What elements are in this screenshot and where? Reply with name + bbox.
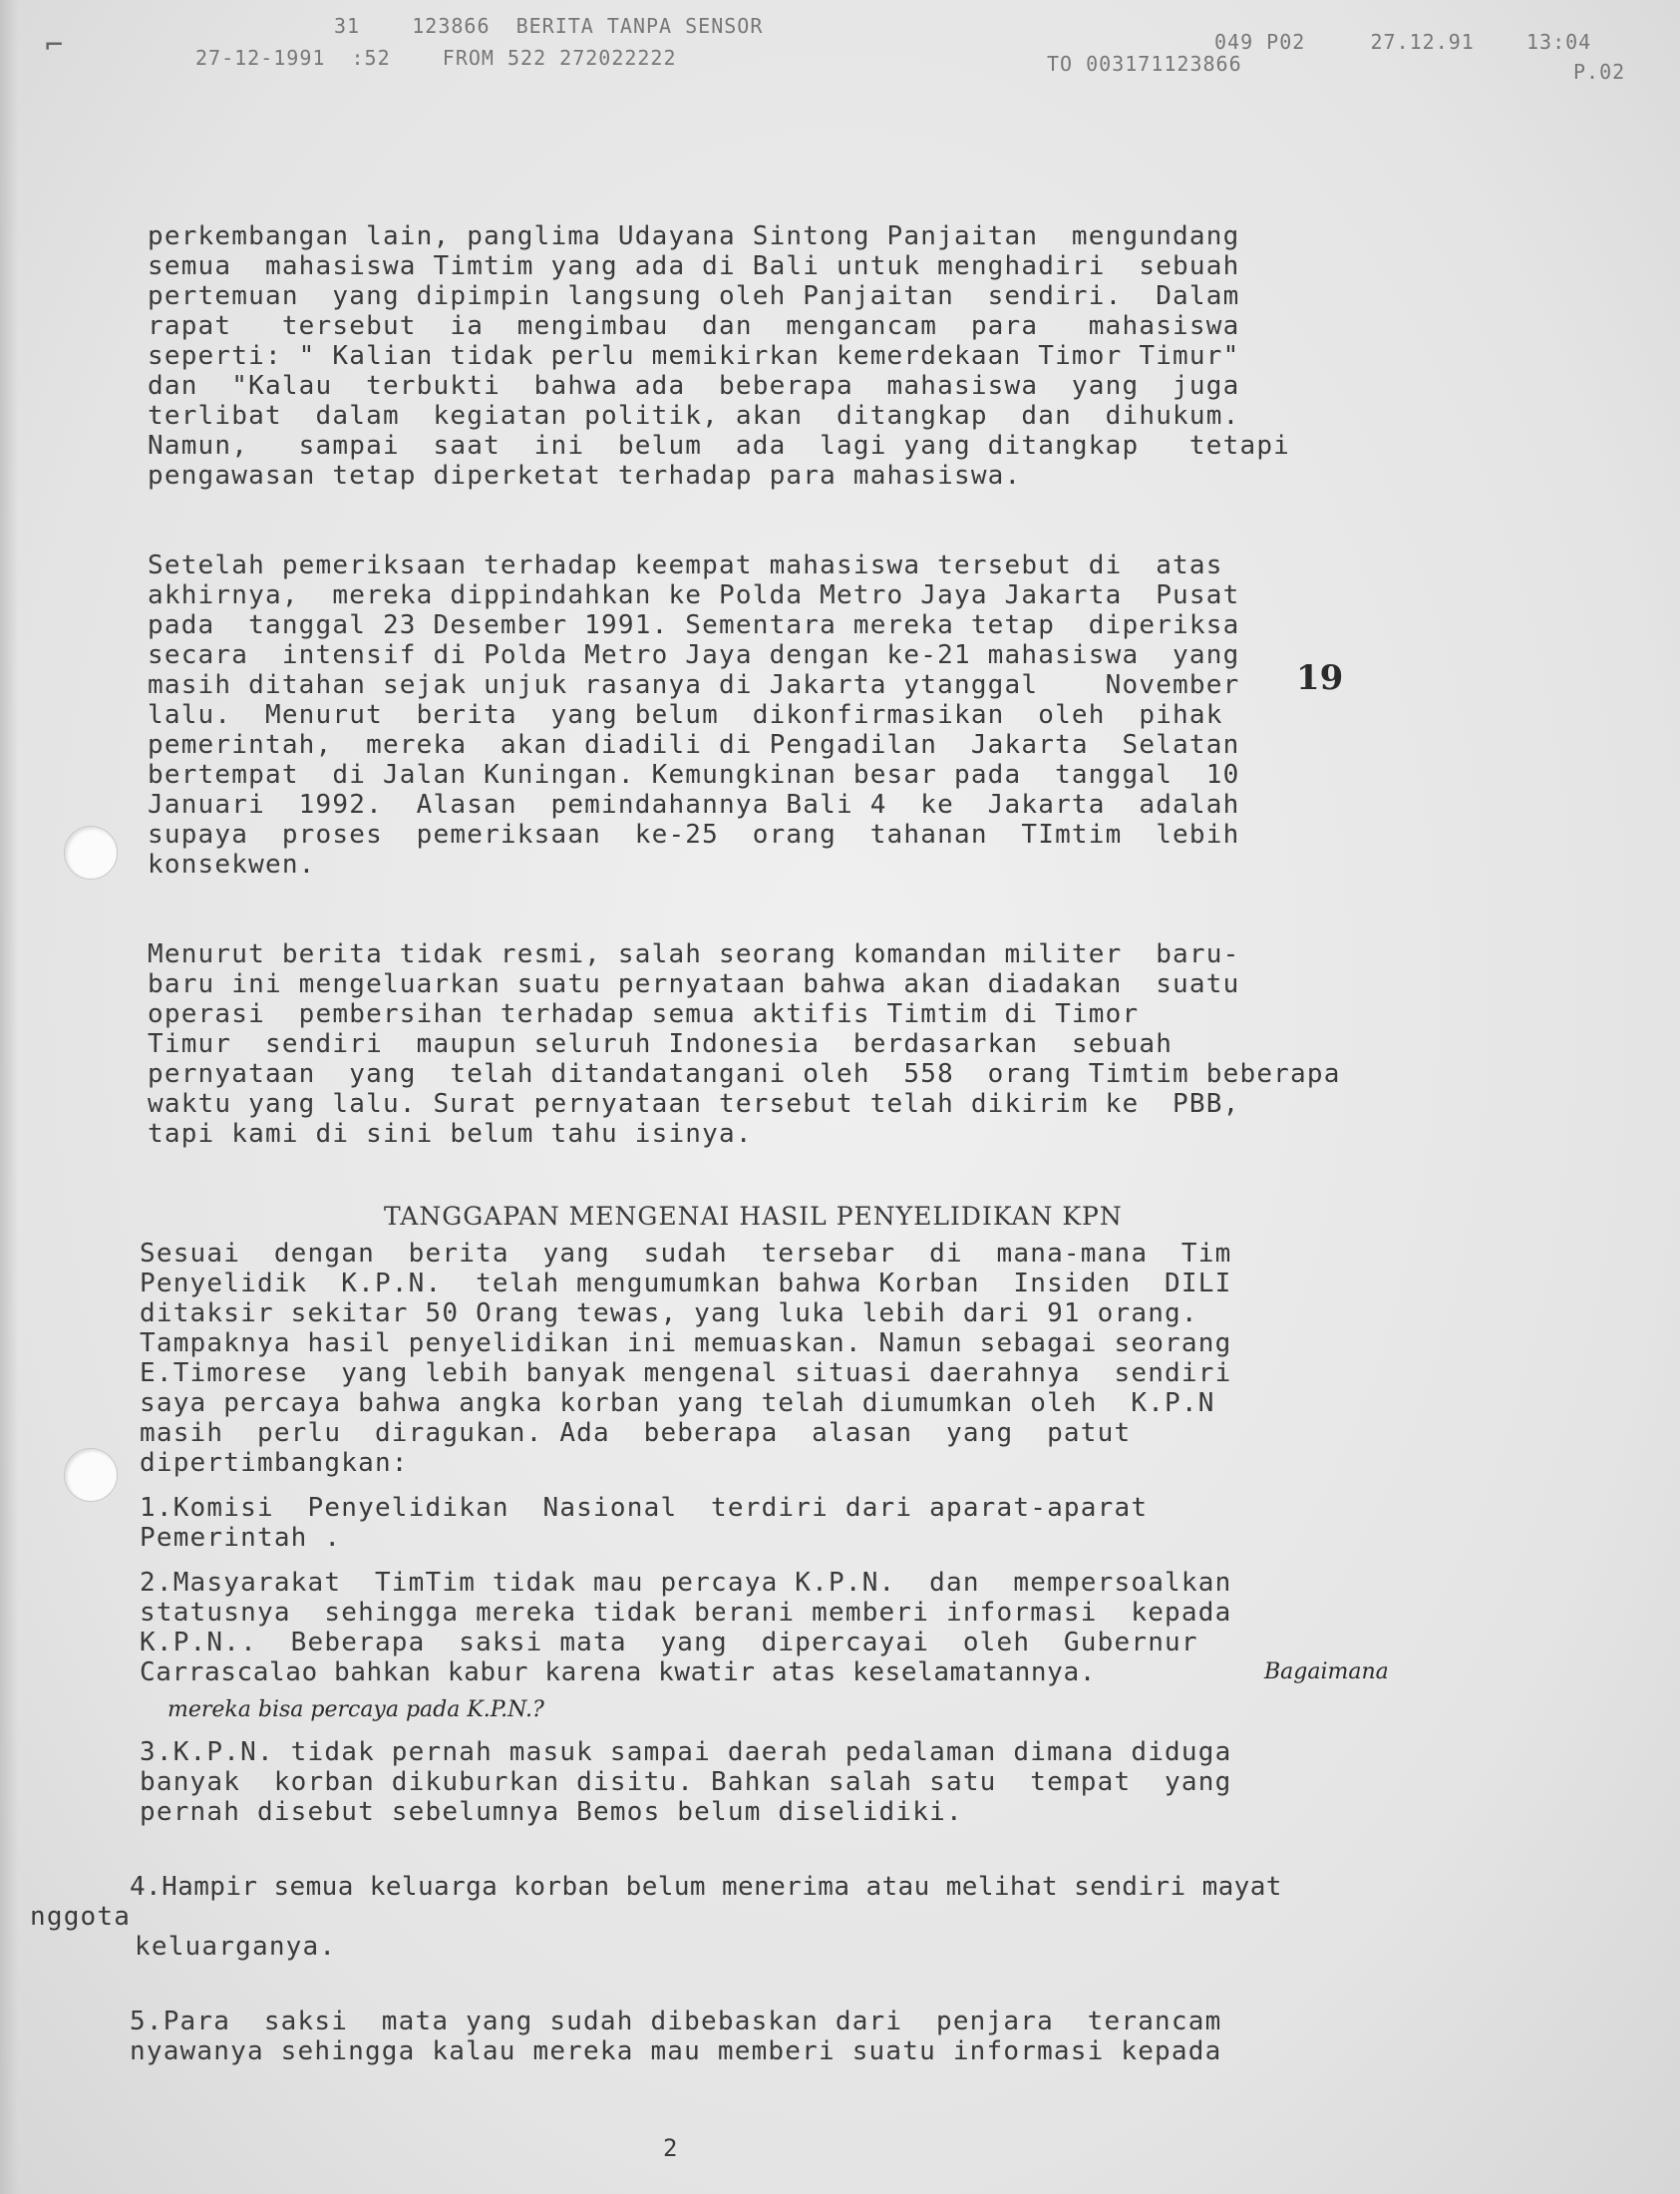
body-line: waktu yang lalu. Surat pernyataan tersebut telah dikirim ke PBB, (148, 1089, 1240, 1119)
body-line: tapi kami di sini belum tahu isinya. (148, 1119, 753, 1149)
section-line: 3.K.P.N. tidak pernah masuk sampai daerah pedalaman dimana diduga (140, 1737, 1232, 1767)
body-line: terlibat dalam kegiatan politik, akan ditangkap dan dihukum. (148, 401, 1240, 431)
section-line: Penyelidik K.P.N. telah mengumumkan bahwa Korban Insiden DILI (140, 1269, 1232, 1298)
section-line: Tampaknya hasil penyelidikan ini memuaskan. Namun sebagai seorang (140, 1328, 1232, 1358)
section-line: masih perlu diragukan. Ada beberapa alasan yang patut (140, 1418, 1132, 1448)
section-line: dipertimbangkan: (140, 1448, 409, 1478)
body-line: pernyataan yang telah ditandatangani oleh 558 orang Timtim beberapa (148, 1059, 1341, 1089)
punch-hole (64, 1448, 118, 1502)
section-line: saya percaya bahwa angka korban yang telah diumumkan oleh K.P.N (140, 1388, 1215, 1418)
body-line: lalu. Menurut berita yang belum dikonfirmasikan oleh pihak (148, 700, 1223, 730)
handwritten-note-1: Bagaimana (1264, 1659, 1389, 1684)
body-line: perkembangan lain, panglima Udayana Sintong Panjaitan mengundang (148, 221, 1240, 251)
body-line: Namun, sampai saat ini belum ada lagi yang ditangkap tetapi (148, 431, 1291, 461)
body-line: konsekwen. (148, 850, 316, 880)
body-line: rapat tersebut ia mengimbau dan mengancam para mahasiswa (148, 311, 1240, 341)
section-line: 4.Hampir semua keluarga korban belum menerima atau melihat sendiri mayat (130, 1872, 1282, 1902)
body-line: Januari 1992. Alasan pemindahannya Bali 4 ke Jakarta adalah (148, 790, 1240, 820)
page-number: 2 (663, 2134, 679, 2162)
section-line: Pemerintah . (140, 1523, 342, 1553)
body-line: pada tanggal 23 Desember 1991. Sementara mereka tetap diperiksa (148, 610, 1240, 640)
section-line: statusnya sehingga mereka tidak berani memberi informasi kepada (140, 1598, 1232, 1628)
body-line: pengawasan tetap diperketat terhadap para mahasiswa. (148, 461, 1022, 491)
punch-hole (64, 826, 118, 880)
section-line: 2.Masyarakat TimTim tidak mau percaya K.P.N. dan mempersoalkan (140, 1568, 1232, 1598)
section-line: ditaksir sekitar 50 Orang tewas, yang luka lebih dari 91 orang. (140, 1298, 1198, 1328)
fax-header-line2-left: 27-12-1991 :52 FROM 522 272022222 (195, 46, 677, 70)
body-line: Timur sendiri maupun seluruh Indonesia berdasarkan sebuah (148, 1029, 1174, 1059)
section-line: E.Timorese yang lebih banyak mengenal situasi daerahnya sendiri (140, 1358, 1232, 1388)
section-line: K.P.N.. Beberapa saksi mata yang dipercayai oleh Gubernur (140, 1628, 1198, 1657)
scan-edge-shadow (0, 0, 18, 2194)
body-line: seperti: " Kalian tidak perlu memikirkan kemerdekaan Timor Timur" (148, 341, 1240, 371)
body-line: pertemuan yang dipimpin langsung oleh Panjaitan sendiri. Dalam (148, 281, 1240, 311)
section-line: nyawanya sehingga kalau mereka mau memberi suatu informasi kepada (130, 2036, 1222, 2066)
handwritten-number: 19 (1296, 658, 1344, 698)
body-line: masih ditahan sejak unjuk rasanya di Jakarta ytanggal November (148, 670, 1240, 700)
body-line: dan "Kalau terbukti bahwa ada beberapa mahasiswa yang juga (148, 371, 1240, 401)
body-line: akhirnya, mereka dippindahkan ke Polda Metro Jaya Jakarta Pusat (148, 580, 1240, 610)
body-line: baru ini mengeluarkan suatu pernyataan bahwa akan diadakan suatu (148, 969, 1240, 999)
section-heading: TANGGAPAN MENGENAI HASIL PENYELIDIKAN KPN (384, 1202, 1123, 1231)
handwritten-note-2: mereka bisa percaya pada K.P.N.? (168, 1697, 544, 1722)
body-line: operasi pembersihan terhadap semua aktifis Timtim di Timor (148, 999, 1140, 1029)
body-line: supaya proses pemeriksaan ke-25 orang tahanan TImtim lebih (148, 820, 1240, 850)
body-line: Setelah pemeriksaan terhadap keempat mahasiswa tersebut di atas (148, 550, 1223, 580)
section-line: 5.Para saksi mata yang sudah dibebaskan dari penjara terancam (130, 2007, 1222, 2036)
section-line: pernah disebut sebelumnya Bemos belum diselidiki. (140, 1797, 963, 1827)
body-line: bertempat di Jalan Kuningan. Kemungkinan besar pada tanggal 10 (148, 760, 1240, 790)
body-line: pemerintah, mereka akan diadili di Pengadilan Jakarta Selatan (148, 730, 1240, 760)
section-line: 1.Komisi Penyelidikan Nasional terdiri dari aparat-aparat (140, 1493, 1149, 1523)
body-line: Menurut berita tidak resmi, salah seorang komandan militer baru- (148, 939, 1240, 969)
fax-header-line1-right: 049 P02 27.12.91 13:04 (1214, 30, 1592, 54)
section-line: Sesuai dengan berita yang sudah tersebar di mana-mana Tim (140, 1239, 1232, 1269)
body-line: semua mahasiswa Timtim yang ada di Bali untuk menghadiri sebuah (148, 251, 1240, 281)
fax-header-to: TO 003171123866 (1047, 52, 1242, 76)
section-line: keluarganya. (135, 1932, 337, 1962)
body-line: secara intensif di Polda Metro Jaya dengan ke-21 mahasiswa yang (148, 640, 1240, 670)
section-line: banyak korban dikuburkan disitu. Bahkan salah satu tempat yang (140, 1767, 1232, 1797)
fax-header-page: P.02 (1573, 60, 1626, 84)
corner-mark-icon: ⌐ (45, 28, 64, 63)
section-line: Carrascalao bahkan kabur karena kwatir atas keselamatannya. (140, 1657, 1096, 1687)
fax-header-line1-left: 31 123866 BERITA TANPA SENSOR (334, 14, 764, 38)
section-line: nggota (30, 1902, 132, 1932)
